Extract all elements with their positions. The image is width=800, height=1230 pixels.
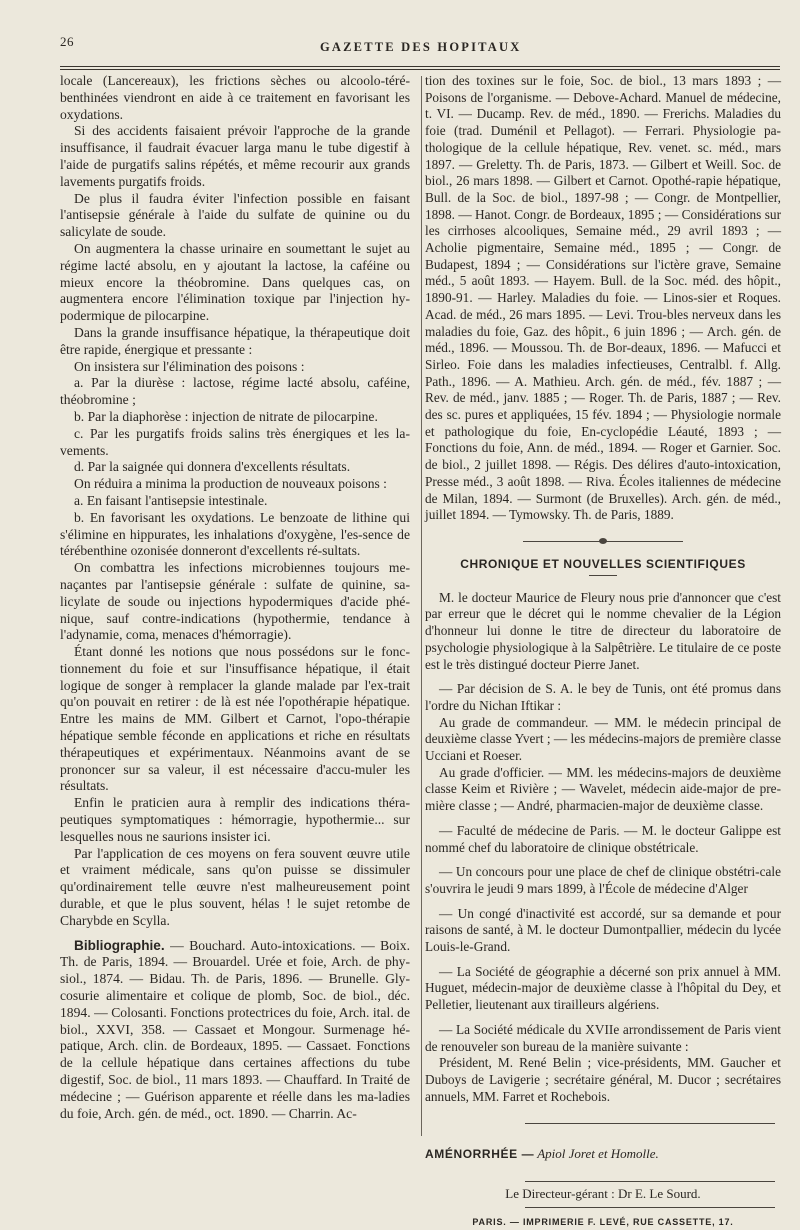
list-item: a. Par la diurèse : lactose, régime lacté absolu, caféine, théobromine ; bbox=[60, 375, 410, 408]
list-item: b. Par la diaphorèse : injection de nitrate de pilocarpine. bbox=[74, 408, 378, 424]
news-item: — La Société de géographie a décerné son prix annuel à MM. Huguet, médecin-major de deuxième classe à l'hôpital du Dey, et Pelletier, lieutenant aux tirailleurs algériens. bbox=[425, 963, 781, 1013]
spacer bbox=[60, 930, 410, 938]
paragraph: On augmentera la chasse urinaire en soumettant le sujet au régime lacté absolu, en y ajoutant la lactose, la caféine ou mieux encore la théobromine. Dans quelques cas, on augmentera encore l'élimination toxique par l'injection hy-podermique de pilocarpine. bbox=[60, 240, 410, 324]
paragraph: locale (Lancereaux), les frictions sèches ou alcoolo-téré-benthinées viendront en aide à ce traitement en favorisant les oxydations. bbox=[60, 73, 410, 122]
spacer bbox=[425, 1014, 781, 1022]
paragraph: Dans la grande insuffisance hépatique, la thérapeutique doit être rapide, énergique et pressante : bbox=[60, 324, 410, 357]
header-rule bbox=[60, 66, 780, 70]
news-item: — La Société médicale du XVIIe arrondissement de Paris vient de renouveler son bureau de la manière suivante : bbox=[425, 1021, 781, 1054]
paragraph: Si des accidents faisaient prévoir l'approche de la grande insuffisance, il faudrait évacuer larga manu le tube digestif à l'aide de purgatifs salins répétés, et même recourir aux grands lavements purgatifs froids. bbox=[60, 123, 410, 189]
list-item: b. En favorisant les oxydations. Le benzoate de lithine qui s'élimine en hippurates, les inhalations d'oxygène, l'es-sence de térébenthine ozonisée donneront d'excellents ré-sultats. bbox=[60, 509, 410, 559]
spacer bbox=[425, 815, 781, 823]
paragraph: Enfin le praticien aura à remplir des indications théra-peutiques symptomatiques : hémorragie, hypothermie... sur lesquelles nous ne saurions insister ici. bbox=[60, 795, 410, 844]
spacer bbox=[425, 856, 781, 864]
bibliography-label: Bibliographie. bbox=[74, 937, 165, 953]
printer-imprint: PARIS. — IMPRIMERIE F. LEVÉ, RUE CASSETTE, 17. bbox=[472, 1216, 734, 1227]
advertisement-label: AMÉNORRHÉE — bbox=[425, 1147, 535, 1162]
paragraph: On réduira a minima la production de nouveaux poisons : bbox=[74, 476, 387, 492]
printer-rule bbox=[525, 1207, 775, 1208]
news-item: M. le docteur Maurice de Fleury nous prie d'annoncer que c'est par erreur que le décret qui le nomme chevalier de la Légion d'honneur lui donne le titre de directeur du laboratoire de psychologie physiologique à la Salpêtrière. Le titulaire de ce poste est le très distingué docteur Pierre Janet. bbox=[425, 589, 781, 672]
news-item: Président, M. René Belin ; vice-présidents, MM. Gaucher et Duboys de Lavigerie ; secrétaire général, M. Ducor ; secrétaires annuels, MM. Farret et Rochebois. bbox=[425, 1055, 781, 1104]
bibliography bbox=[60, 938, 410, 1123]
news-item: Au grade de commandeur. — MM. le médecin principal de deuxième classe Yvert ; — les médecins-majors de première classe Ucciani et Roeser. bbox=[425, 714, 781, 764]
paragraph: On combattra les infections microbiennes toujours me-naçantes par l'antisepsie générale : sulfate de quinine, sa-licylate de soude ou injections hypodermiques d'acide phé-nique, sauf contre-indications (hypothermie, tendance à l'adynamie, coma, menaces d'hémorragie). bbox=[60, 560, 410, 643]
news-item: — Un congé d'inactivité est accordé, sur sa demande et pour raisons de santé, à M. le docteur Dumontpallier, médecin du lycée Louis-le-Grand. bbox=[425, 905, 781, 955]
advertisement-text: Apiol Joret et Homolle. bbox=[534, 1146, 659, 1162]
column-divider bbox=[421, 76, 422, 1136]
spacer bbox=[425, 673, 781, 681]
news-item: — Un concours pour une place de chef de clinique obstétri-cale s'ouvrira le jeudi 9 mars 1899, à l'École de médecine d'Alger bbox=[425, 864, 781, 896]
section-title: CHRONIQUE ET NOUVELLES SCIENTIFIQUES bbox=[460, 556, 746, 571]
gerant-line: Le Directeur-gérant : Dr E. Le Sourd. bbox=[505, 1186, 701, 1202]
divider-rule bbox=[525, 1123, 775, 1124]
left-column bbox=[60, 73, 410, 1122]
spacer bbox=[425, 898, 781, 906]
list-item: d. Par la saignée qui donnera d'excellents résultats. bbox=[74, 459, 351, 475]
paragraph: De plus il faudra éviter l'infection possible en faisant l'antisepsie générale à l'aide du sulfate de quinine ou du salicylate de soude. bbox=[60, 190, 410, 240]
paragraph: Étant donné les notions que nous possédons sur le fonc-tionnement du foie et sur l'insuffisance hépatique, il était logique de songer à remplacer la glande malade par l'ex-trait qu'on pouvait en retirer : de là est née l'opothérapie hépatique. Entre les mains de MM. Gilbert et Carnot, l'opo-thérapie hépatique semble féconde en applications et riche en résultats thérapeutiques et expérimentaux. Néanmoins avant de se prononcer sur sa valeur, il est nécessaire d'accu-muler les résultats. bbox=[60, 644, 410, 794]
news-item: Au grade d'officier. — MM. les médecins-majors de deuxième classe Keim et Rivière ; — Wavelet, médecin aide-major de pre-mière classe ; — André, pharmacien-major de deuxième classe. bbox=[425, 764, 781, 814]
spacer bbox=[425, 956, 781, 964]
news-item: — Faculté de médecine de Paris. — M. le docteur Galippe est nommé chef du laboratoire de clinique obstétricale. bbox=[425, 822, 781, 855]
ornament-dot bbox=[599, 538, 607, 544]
section-rule bbox=[589, 575, 617, 576]
page-number: 26 bbox=[60, 34, 74, 49]
bibliography-continued: tion des toxines sur le foie, Soc. de biol., 13 mars 1893 ; — Poisons de l'organisme. — Debove-Achard. Manuel de médecine, t. VI. — Ducamp. Rev. de méd., 1890. — Frerichs. Maladies du foie (trad. Duménil et Pellagot). — Ferrari. Physiologie pa-thologique de la cellule hépatique, Rev. venet. sc. méd., mars 1897. — Greletty. Th. de Paris, 1873. — Gilbert et Weill. Soc. de biol., 26 mars 1898. — Gilbert et Carnot. Opothé-rapie hépatique, Bull. de la Soc. de biol., 1897-98 ; — Congr. de Montpellier, 1898. — Hanot. Congr. de Bordeaux, 1895 ; — Considérations sur les cirrhoses alcooliques, Semaine méd., 29 avril 1893 ; — Acholie pigmentaire, Semaine méd., 1895 ; — Congr. de Budapest, 1894 ; — Considérations sur l'ictère grave, Semaine méd., 5 août 1893. — Hayem. Bull. de la Soc. méd. des hôpit., 1890-91. — Harley. Maladies du foie. — Linos-sier et Roques. Acad. de méd., 26 mars 1895. — Levi. Trou-bles nerveux dans les maladies du foie, Gaz. des hôpit., 6 juin 1896 ; — Arch. gén. de méd., 1896. — Moussou. Th. de Bor-deaux, 1896. — Mafucci et Sirleo. Foie dans les maladies infectieuses, Centralbl. f. Allg. Path., 1896. — A. Mathieu. Arch. gén. de méd., fév. 1887 ; — Rev. de méd., janv. 1885 ; — Roger. Th. de Paris, 1887 ; — Rev. des sc. pures et appliquées, 15 fév. 1894 ; — Physiologie normale et pathologique du foie, En-cyclopédie Léauté, 1893 ; — Fonctions du foie, Ann. de méd., 1894. — Roger et Garnier. Soc. de biol., 2 juillet 1898. — Régis. Des délires d'auto-intoxication, Presse méd., 3 août 1898. — Riva. Écoles italiennes de médecine de Milan, 1894. — Surmont (de Bruxelles). Arch. gén. de méd., juillet 1894. — Tymowsky. Th. de Paris, 1889. bbox=[425, 73, 781, 523]
news-item: — Par décision de S. A. le bey de Tunis, ont été promus dans l'ordre du Nichan Iftikar : bbox=[425, 681, 781, 713]
page-header bbox=[60, 34, 780, 58]
paragraph: On insistera sur l'élimination des poisons : bbox=[74, 358, 305, 374]
running-title: GAZETTE DES HOPITAUX bbox=[320, 40, 522, 54]
advertisement bbox=[425, 1146, 781, 1163]
divider-rule bbox=[525, 1181, 775, 1182]
list-item: c. Par les purgatifs froids salins très énergiques et les la-vements. bbox=[60, 425, 410, 458]
right-column bbox=[425, 73, 781, 1230]
bibliography-text: — Bouchard. Auto-intoxications. — Boix. Th. de Paris, 1894. — Brouardel. Urée et foie, Arch. de phy-siol., 1874. — Bidau. Th. de Paris, 1896. — Brunelle. Gly-cosurie alimentaire et colique de plomb, Soc. de biol., déc. 1894. — Colosanti. Fonctions protectrices du foie, Arch. ital. de biol., XXVI, 358. — Cassaet et Mongour. Surmenage hé-patique, Arch. clin. de Bordeaux, 1895. — Cassaet. Fonctions de la cellule hépatique dans certaines affections du tube digestif, Soc. de biol., 11 mars 1893. — Chauffard. In Traité de médecine ; — Guérison apparente et réelle dans les ma-ladies du foie, Arch. gén. de méd., oct. 1890. — Charrin. Ac- bbox=[60, 937, 410, 1121]
paragraph: Par l'application de ces moyens on fera souvent œuvre utile et vraiment médicale, sans qu'on puisse se dissimuler qu'ordinairement telle œuvre n'est malheureusement point durable, et que le plus souvent, hélas ! le sujet retombe de Charybde en Scylla. bbox=[60, 845, 410, 928]
list-item: a. En faisant l'antisepsie intestinale. bbox=[74, 492, 268, 508]
ornament-divider bbox=[523, 536, 683, 546]
